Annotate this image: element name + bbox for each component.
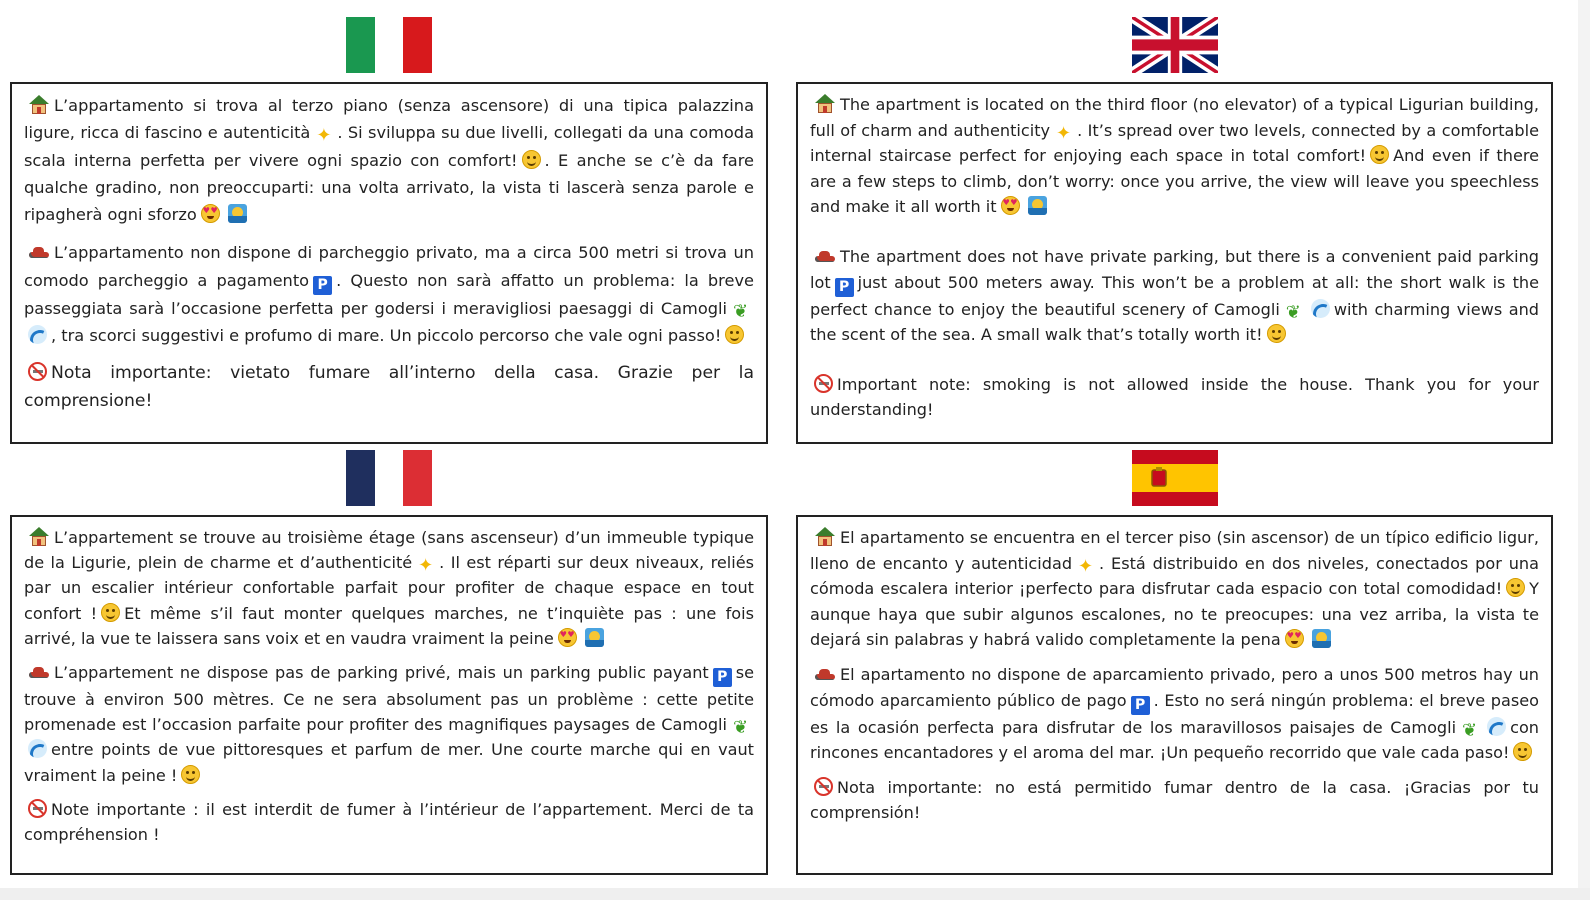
spanish-paragraph-parking: El apartamento no dispone de aparcamiento privado, pero a unos 500 metros hay un cómodo aparcamiento público de pago P . Esto no será ningún problema: el breve paseo es la ocasión perfecta para disfrutar de los maravillosos paisajes de Camogli❦ con rincones encantadores y el aroma del mar. ¡Un pequeño recorrido que vale cada paso! [810,662,1539,766]
heart-eyes-icon [1001,196,1020,215]
no-smoking-icon [28,799,47,818]
smile-icon [1506,578,1525,597]
british-flag-icon [1132,17,1218,73]
english-paragraph-no-smoking: Important note: smoking is not allowed inside the house. Thank you for your understanding! [810,374,1539,420]
sparkles-icon [416,556,435,575]
italian-paragraph-parking: L’appartamento non dispone di parcheggio privato, ma a circa 500 metri si trova un comodo parcheggio a pagamento P . Questo non sarà affatto un problema: la breve passeggiata sarà l’occasione perfetta per godersi i meravigliosi paesaggi di Camogli❦, tra scorci suggestivi e profumo di mare. Un piccolo percorso che vale ogni passo! [24,239,754,349]
italian-paragraph-apartment: L’appartamento si trova al terzo piano (senza ascensore) di una tipica palazzina ligure, ricca di fascino e autenticità✦ . Si sviluppa su due livelli, collegati da una comoda scala interna perfetta per vivere ogni spazio con comfort! . E anche se c’è da fare qualche gradino, non preoccuparti: una volta arrivato, la vista ti lascerà senza parole e ripagherà ogni sforzo♥ ♥ [24,92,754,228]
spanish-paragraph-apartment: El apartamento se encuentra en el tercer piso (sin ascensor) de un típico edificio ligur, lleno de encanto y autenticidad✦ . Está distribuido en dos niveles, conectados por una cómoda escalera interior ¡perfecto para disfrutar cada espacio con total comodidad! Y aunque haya que subir algunos escalones, no te preocupes: una vez arriba, la vista te dejará sin palabras y habrá valido completamente la pena♥ ♥ [810,525,1539,653]
spanish-description-box [796,515,1553,875]
french-paragraph-apartment: L’appartement se trouve au troisième étage (sans ascenseur) d’un immeuble typique de la Ligurie, plein de charme et d’authenticité✦ . Il est réparti sur deux niveaux, reliés par un escalier intérieur confortable parfait pour profiter de chaque espace en tout confort ! Et même s’il faut monter quelques marches, ne t’inquiète pas : une fois arrivé, la vue te laissera sans voix et en vaudra vraiment la peine♥ ♥ [24,525,754,651]
sparkles-icon [314,126,333,145]
page-frame-right [1578,0,1590,900]
french-paragraph-parking: L’appartement ne dispose pas de parking privé, mais un parking public payant P se trouve à environ 500 mètres. Ce ne sera absolument pas un problème : cette petite promenade est l’occasion parfaite pour profiter des magnifiques paysages de Camogli❦entre points de vue pittoresques et parfum de mer. Une courte marche qui en vaut vraiment la peine ! [24,660,754,788]
sunset-icon [1028,196,1047,215]
wave-icon [1311,299,1330,318]
parking-icon: P [1131,696,1150,715]
sparkles-icon [1076,557,1095,576]
sparkles-icon [1054,124,1073,143]
house-icon [28,527,50,546]
french-description-box [10,515,768,875]
car-icon [814,246,836,265]
smile-icon [101,603,120,622]
italian-paragraph-no-smoking: Nota importante: vietato fumare all’interno della casa. Grazie per la comprensione! [24,363,754,411]
italian-description-box [10,82,768,444]
leaf-icon [731,302,750,321]
spanish-paragraph-no-smoking: Nota importante: no está permitido fumar dentro de la casa. ¡Gracias por tu comprensión! [810,777,1539,823]
smile-icon [181,765,200,784]
italian-flag-icon [346,17,432,73]
heart-eyes-icon [558,628,577,647]
smile-icon [522,150,541,169]
no-smoking-icon [814,374,833,393]
no-smoking-icon [814,777,833,796]
car-icon [28,242,50,261]
leaf-icon [1460,721,1479,740]
no-smoking-icon [28,362,47,381]
parking-icon: P [313,276,332,295]
smile-icon [1370,145,1389,164]
sunset-icon [228,204,247,223]
house-icon [814,94,836,113]
french-paragraph-no-smoking: Note importante : il est interdit de fumer à l’intérieur de l’appartement. Merci de ta compréhension ! [24,799,754,845]
wave-icon [28,325,47,344]
wave-icon [1487,717,1506,736]
parking-icon: P [713,668,732,687]
car-icon [28,662,50,681]
french-flag-icon [346,450,432,506]
english-paragraph-apartment: The apartment is located on the third floor (no elevator) of a typical Ligurian building, full of charm and authenticity✦ . It’s spread over two levels, connected by a comfortable internal staircase perfect for enjoying each space in total comfort! And even if there are a few steps to climb, don’t worry: once you arrive, the view will leave you speechless and make it all worth it♥ ♥ [810,92,1539,220]
leaf-icon [1284,303,1303,322]
english-paragraph-parking: The apartment does not have private parking, but there is a convenient paid parking lot P just about 500 meters away. This won’t be a problem at all: the short walk is the perfect chance to enjoy the beautiful scenery of Camogli❦ with charming views and the scent of the sea. A small walk that’s totally worth it! [810,244,1539,348]
house-icon [814,527,836,546]
sunset-icon [585,628,604,647]
wave-icon [28,739,47,758]
english-description-box [796,82,1553,444]
house-icon [28,95,50,114]
sunset-icon [1312,629,1331,648]
page-frame-bottom [0,888,1590,900]
car-icon [814,664,836,683]
leaf-icon [731,718,750,737]
smile-icon [725,325,744,344]
smile-icon [1267,324,1286,343]
heart-eyes-icon [201,204,220,223]
spanish-flag-icon [1132,450,1218,506]
parking-icon: P [835,278,854,297]
smile-icon [1513,742,1532,761]
heart-eyes-icon [1285,629,1304,648]
